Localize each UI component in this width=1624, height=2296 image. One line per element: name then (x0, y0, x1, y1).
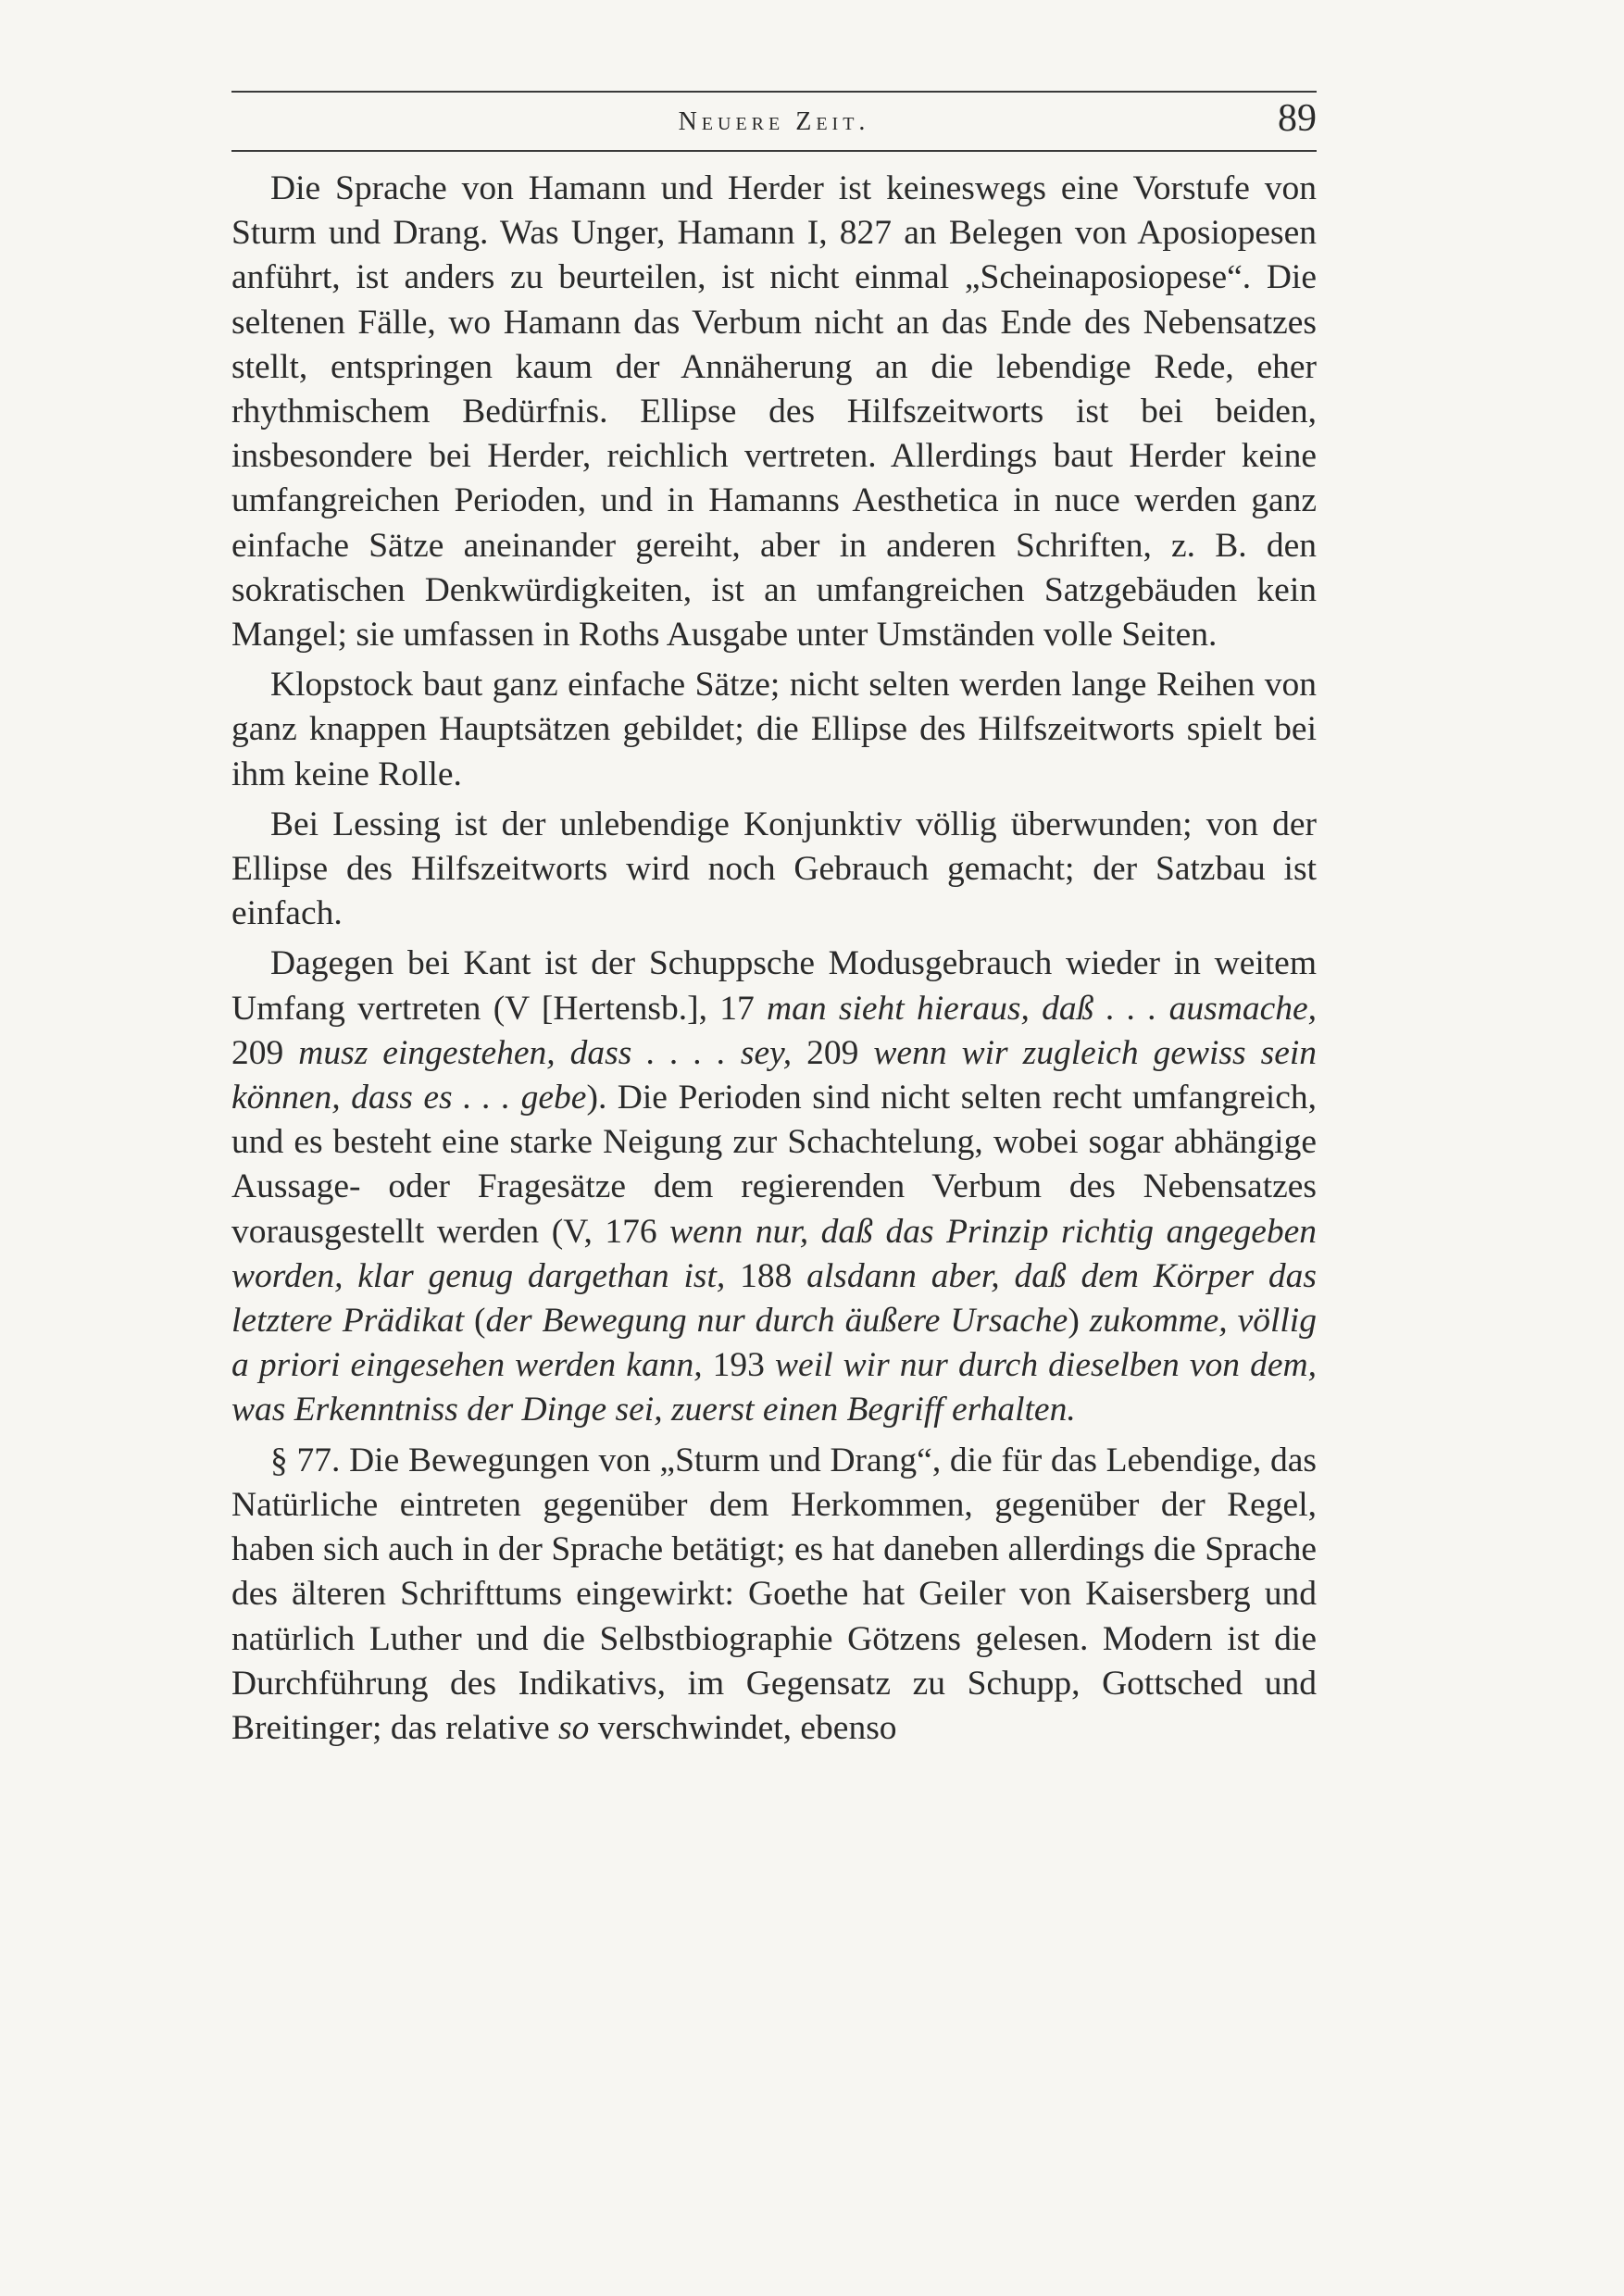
header-bottom-rule (231, 150, 1317, 152)
text-run: Klopstock baut ganz einfache Sätze; nicht selten werden lange Reihen von ganz knappen Hauptsätzen gebildet; die Ellipse des Hilfszeitworts spielt bei ihm keine Rolle. (231, 666, 1317, 793)
body-text (231, 167, 1317, 1751)
italic-quotation: der Bewegung nur durch äußere Ursache (485, 1302, 1068, 1341)
text-run: Die Sprache von Hamann und Herder ist keineswegs eine Vorstufe von Sturm und Drang. Was Unger, Hamann I, 827 an Belegen von Aposiopesen anführt, ist anders zu beurteilen, ist nicht einmal „Scheinaposiopese“. Die seltenen Fälle, wo Hamann das Verbum nicht an das Ende des Nebensatzes stellt, entspringen kaum der Annäherung an die lebendige Rede, eher rhythmischem Bedürfnis. Ellipse des Hilfszeitworts ist bei beiden, insbesondere bei Herder, reichlich vertreten. Allerdings baut Herder keine umfangreichen Perioden, und in Hamanns Aesthetica in nuce werden ganz einfache Sätze aneinander gereiht, aber in anderen Schriften, z. B. den sokratischen Denkwürdigkeiten, ist an umfangreichen Satzgebäuden kein Mangel; sie umfassen in Roths Ausgabe unter Umständen volle Seiten. (231, 169, 1317, 655)
text-run: ) (1068, 1302, 1090, 1341)
text-run: Bei Lessing ist der unlebendige Konjunktiv völlig überwunden; von der Ellipse des Hilfszeitworts wird noch Gebrauch gemacht; der Satzbau ist einfach. (231, 805, 1317, 933)
italic-quotation: weil wir nur durch dieselben von dem, was Erkenntniss der Dinge sei, zuerst einen Begriff erhalten. (231, 1346, 1318, 1429)
text-run: verschwindet, ebenso (589, 1708, 897, 1747)
running-head: Neuere Zeit. (678, 107, 870, 136)
italic-quotation: wenn nur, daß das Prinzip richtig angegeben worden, klar genug dargethan ist, (231, 1212, 1317, 1295)
italic-quotation: musz eingestehen, dass . . . . sey, (298, 1033, 793, 1072)
paragraph-lessing (231, 803, 1317, 937)
page-number: 89 (1278, 97, 1317, 140)
italic-quotation: zukomme, völlig a priori eingesehen werden kann, (231, 1302, 1317, 1385)
text-run: 209 (792, 1033, 874, 1072)
italic-quotation: man sieht hieraus, daß . . . ausmache, (767, 989, 1317, 1028)
italic-quotation: alsdann aber, daß dem Körper das letztere Prädikat (231, 1256, 1317, 1341)
text-run: 193 (702, 1346, 776, 1385)
paragraph-klopstock (231, 663, 1317, 797)
text-run: ). Die Perioden sind nicht selten recht umfangreich, und es besteht eine starke Neigung zur Schachtelung, wobei sogar abhängige Aussage- oder Fragesätze dem regierenden Verbum des Nebensatzes vorausgestellt werden (V, 176 (231, 1079, 1317, 1251)
text-run: § 77. Die Bewegungen von „Sturm und Drang“, die für das Lebendige, das Natürliche eintreten gegenüber dem Herkommen, gegenüber der Regel, haben sich auch in der Sprache betätigt; es hat daneben allerdings die Sprache des älteren Schrifttums eingewirkt: Goethe hat Geiler von Kaisersberg und natürlich Luther und die Selbstbiographie Götzens gelesen. Modern ist die Durchführung des Indikativs, im Gegensatz zu Schupp, Gottsched und Breitinger; das relative (231, 1441, 1317, 1747)
text-run: ( (464, 1302, 486, 1341)
text-run: 188 (725, 1256, 807, 1295)
page-header (231, 93, 1317, 150)
text-run: 209 (231, 1033, 299, 1072)
paragraph-hamann-herder (231, 167, 1317, 657)
paragraph-kant (231, 942, 1317, 1432)
paragraph-section-77 (231, 1439, 1317, 1751)
italic-quotation: so (558, 1708, 590, 1747)
text-run: Dagegen bei Kant ist der Schuppsche Modusgebrauch wieder in weitem Umfang vertreten (V [Hertensb.], 17 (231, 944, 1317, 1028)
italic-quotation: wenn wir zugleich gewiss sein können, dass es . . . gebe (231, 1033, 1318, 1117)
book-page (231, 91, 1317, 1751)
